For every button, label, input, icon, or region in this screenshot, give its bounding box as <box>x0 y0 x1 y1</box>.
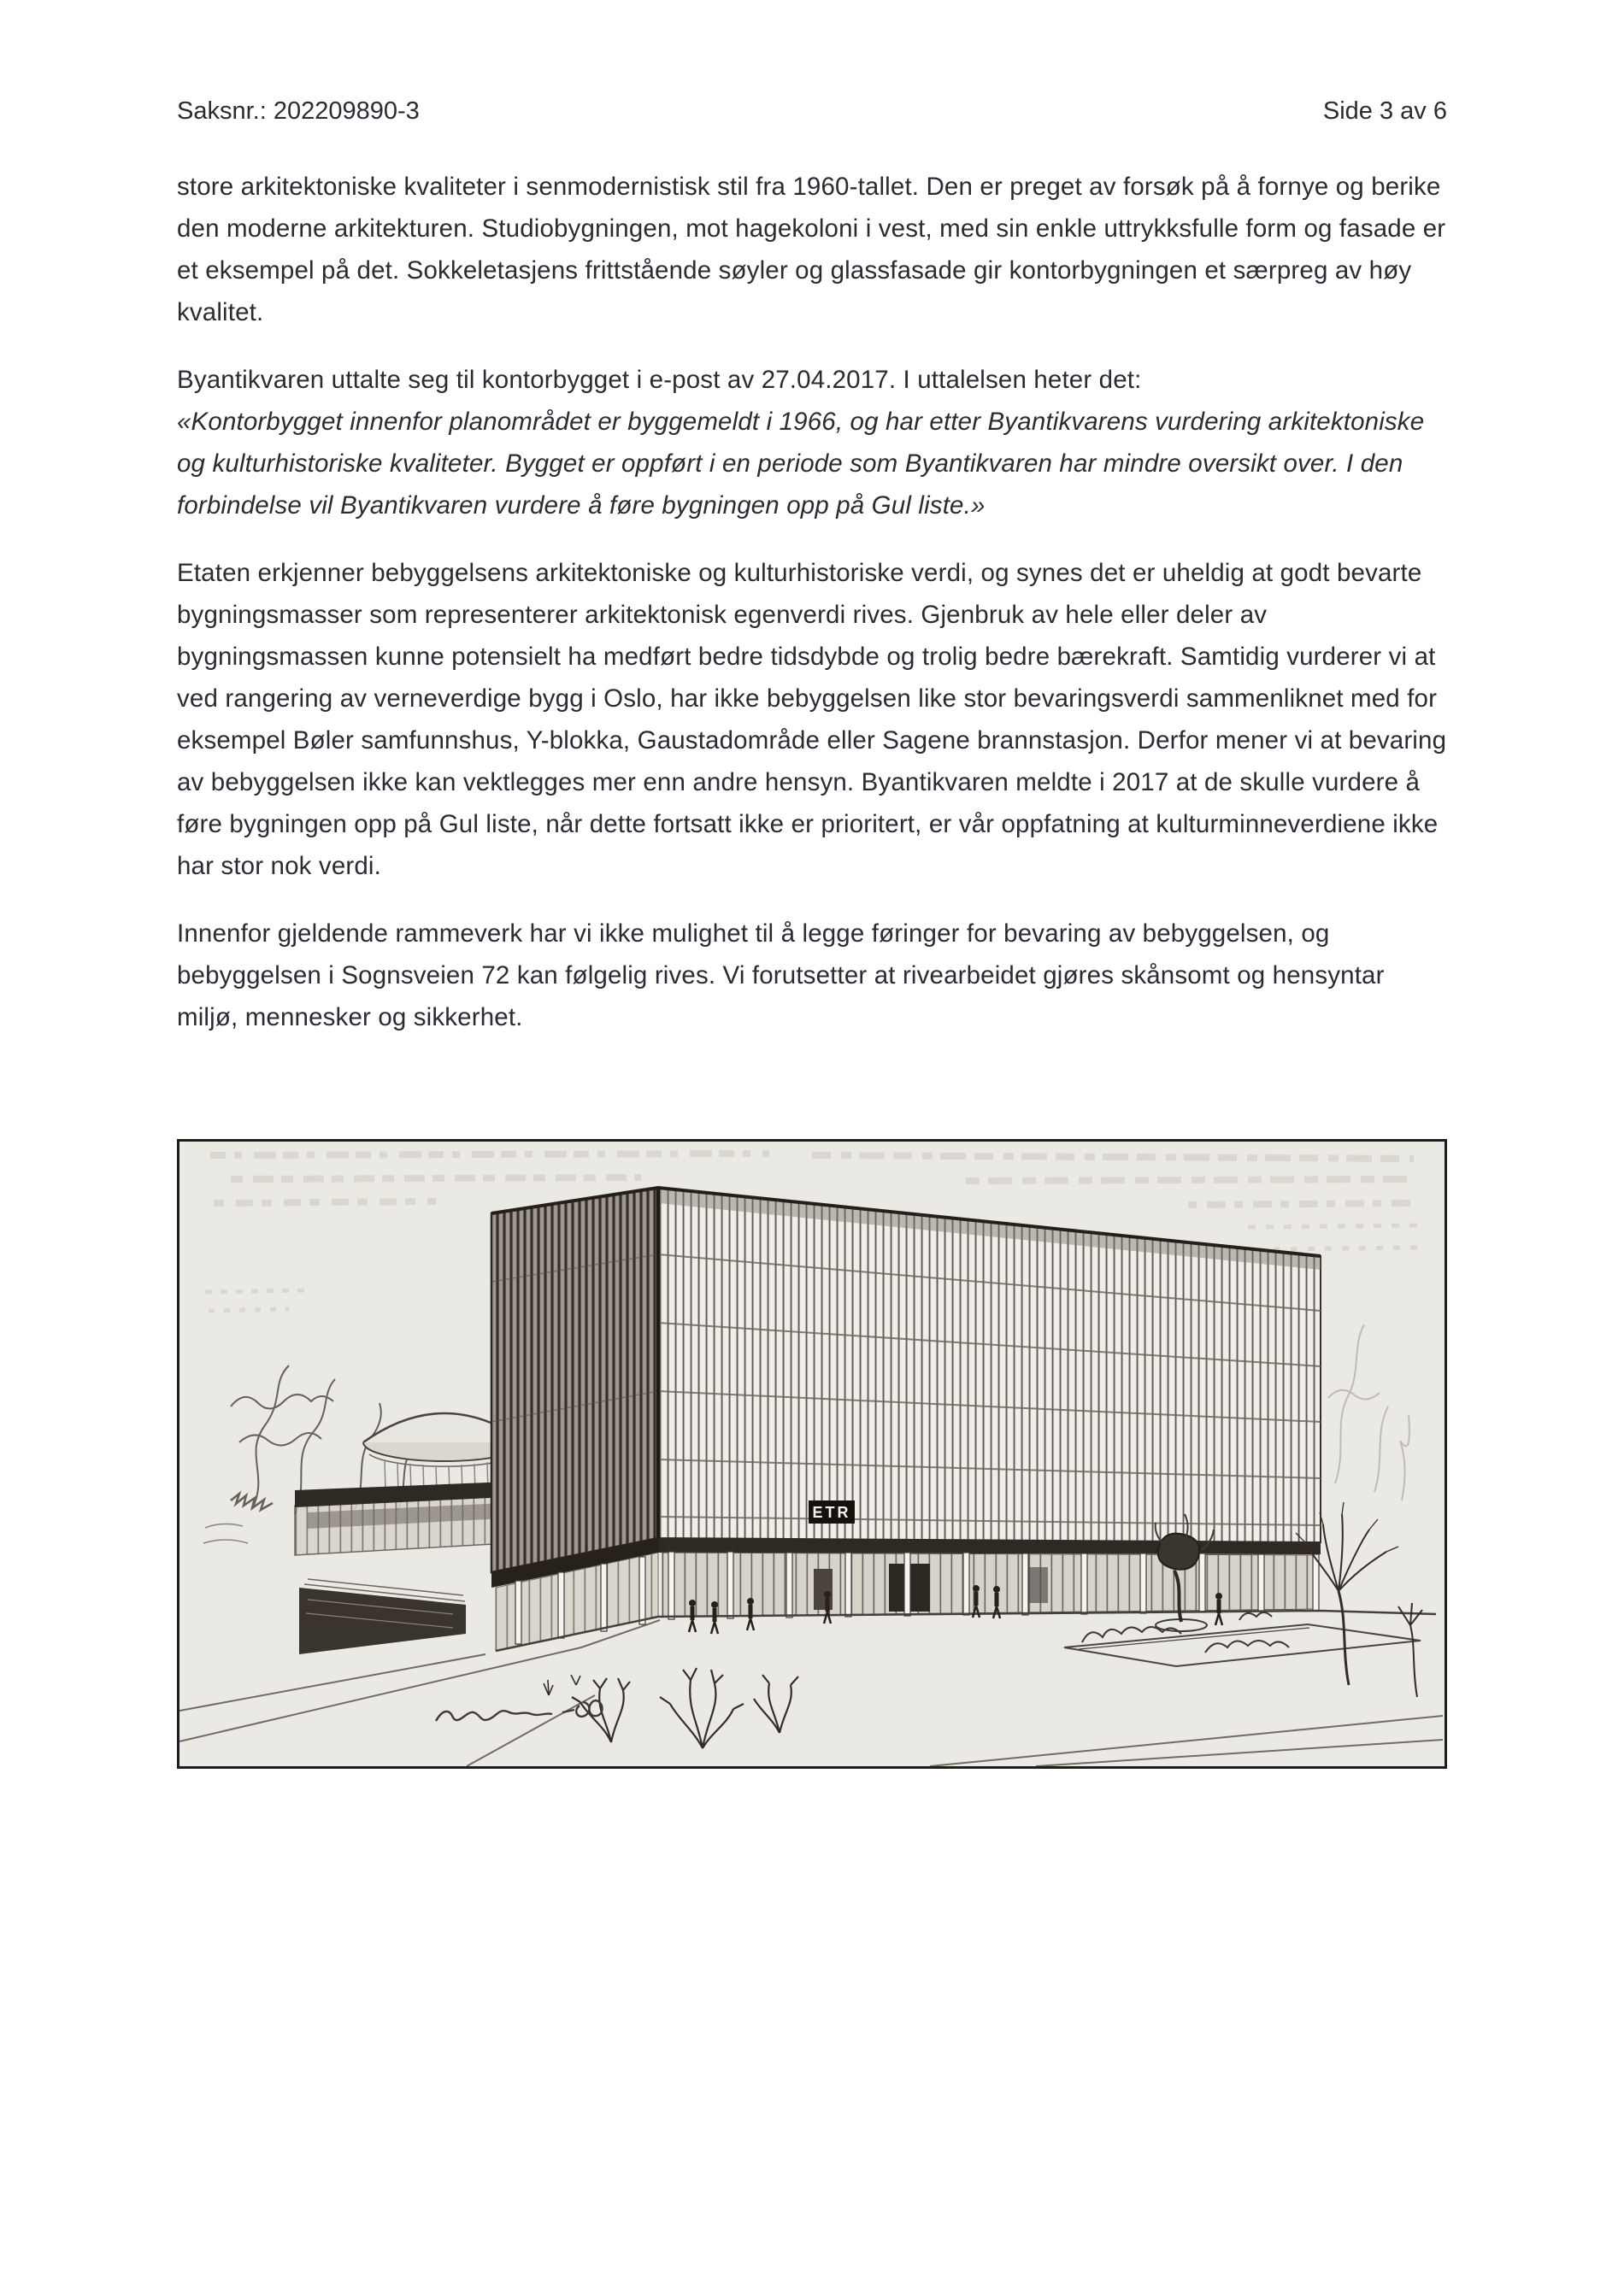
page-header <box>177 96 1447 126</box>
glass-panel-dark <box>814 1569 833 1610</box>
low-annex-building <box>295 1482 509 1555</box>
west-facade <box>491 1188 658 1572</box>
building-illustration <box>177 1139 1447 1769</box>
byantikvaren-quote: «Kontorbygget innenfor planområdet er byggemeldt i 1966, og har etter Byantikvarens vurdering arkitektoniske og kulturhistoriske kvaliteter. Bygget er oppført i en periode som Byantikvaren har mindre oversikt over. I den forbindelse vil Byantikvaren vurdere å føre bygningen opp på Gul liste.» <box>177 408 1425 520</box>
paragraph-4: Innenfor gjeldende rammeverk har vi ikke mulighet til å legge føringer for bevaring av bebyggelsen, og bebyggelsen i Sognsveien 72 kan følgelig rives. Vi forutsetter at rivearbeidet gjøres skånsomt og hensyntar miljø, mennesker og sikkerhet. <box>177 919 1385 1031</box>
page-indicator: Side 3 av 6 <box>1322 97 1447 125</box>
case-number: Saksnr.: 202209890-3 <box>177 97 420 125</box>
architectural-drawing <box>179 1142 1445 1766</box>
page-content <box>177 96 1447 1769</box>
office-slab-building <box>491 1188 1321 1588</box>
etr-sign <box>809 1500 855 1524</box>
paragraph-2 <box>177 359 1447 526</box>
etr-sign-text: ETR <box>812 1504 851 1521</box>
document-body <box>177 166 1447 1038</box>
paragraph-1: store arkitektoniske kvaliteter i senmodernistisk stil fra 1960-tallet. Den er preget av forsøk på å fornye og berike den moderne arkitekturen. Studiobygningen, mot hagekoloni i vest, med sin enkle uttrykksfulle form og fasade er et eksempel på det. Sokkeletasjens frittstående søyler og glassfasade gir kontorbygningen et særpreg av høy kvalitet. <box>177 173 1446 326</box>
paragraph-2-intro: Byantikvaren uttalte seg til kontorbygget i e-post av 27.04.2017. I uttalelsen heter det: <box>177 366 1142 394</box>
paragraph-3: Etaten erkjenner bebyggelsens arkitektoniske og kulturhistoriske verdi, og synes det er uheldig at godt bevarte bygningsmasser som representerer arkitektonisk egenverdi rives. Gjenbruk av hele eller deler av bygningsmassen kunne potensielt ha medført bedre tidsdybde og trolig bedre bærekraft. Samtidig vurderer vi at ved rangering av verneverdige bygg i Oslo, har ikke bebyggelsen like stor bevaringsverdi sammenliknet med for eksempel Bøler samfunnshus, Y-blokka, Gaustadområde eller Sagene brannstasjon. Derfor mener vi at bevaring av bebyggelsen ikke kan vektlegges mer enn andre hensyn. Byantikvaren meldte i 2017 at de skulle vurdere å føre bygningen opp på Gul liste, når dette fortsatt ikke er prioritert, er vår oppfatning at kulturminneverdiene ikke har stor nok verdi. <box>177 559 1447 880</box>
